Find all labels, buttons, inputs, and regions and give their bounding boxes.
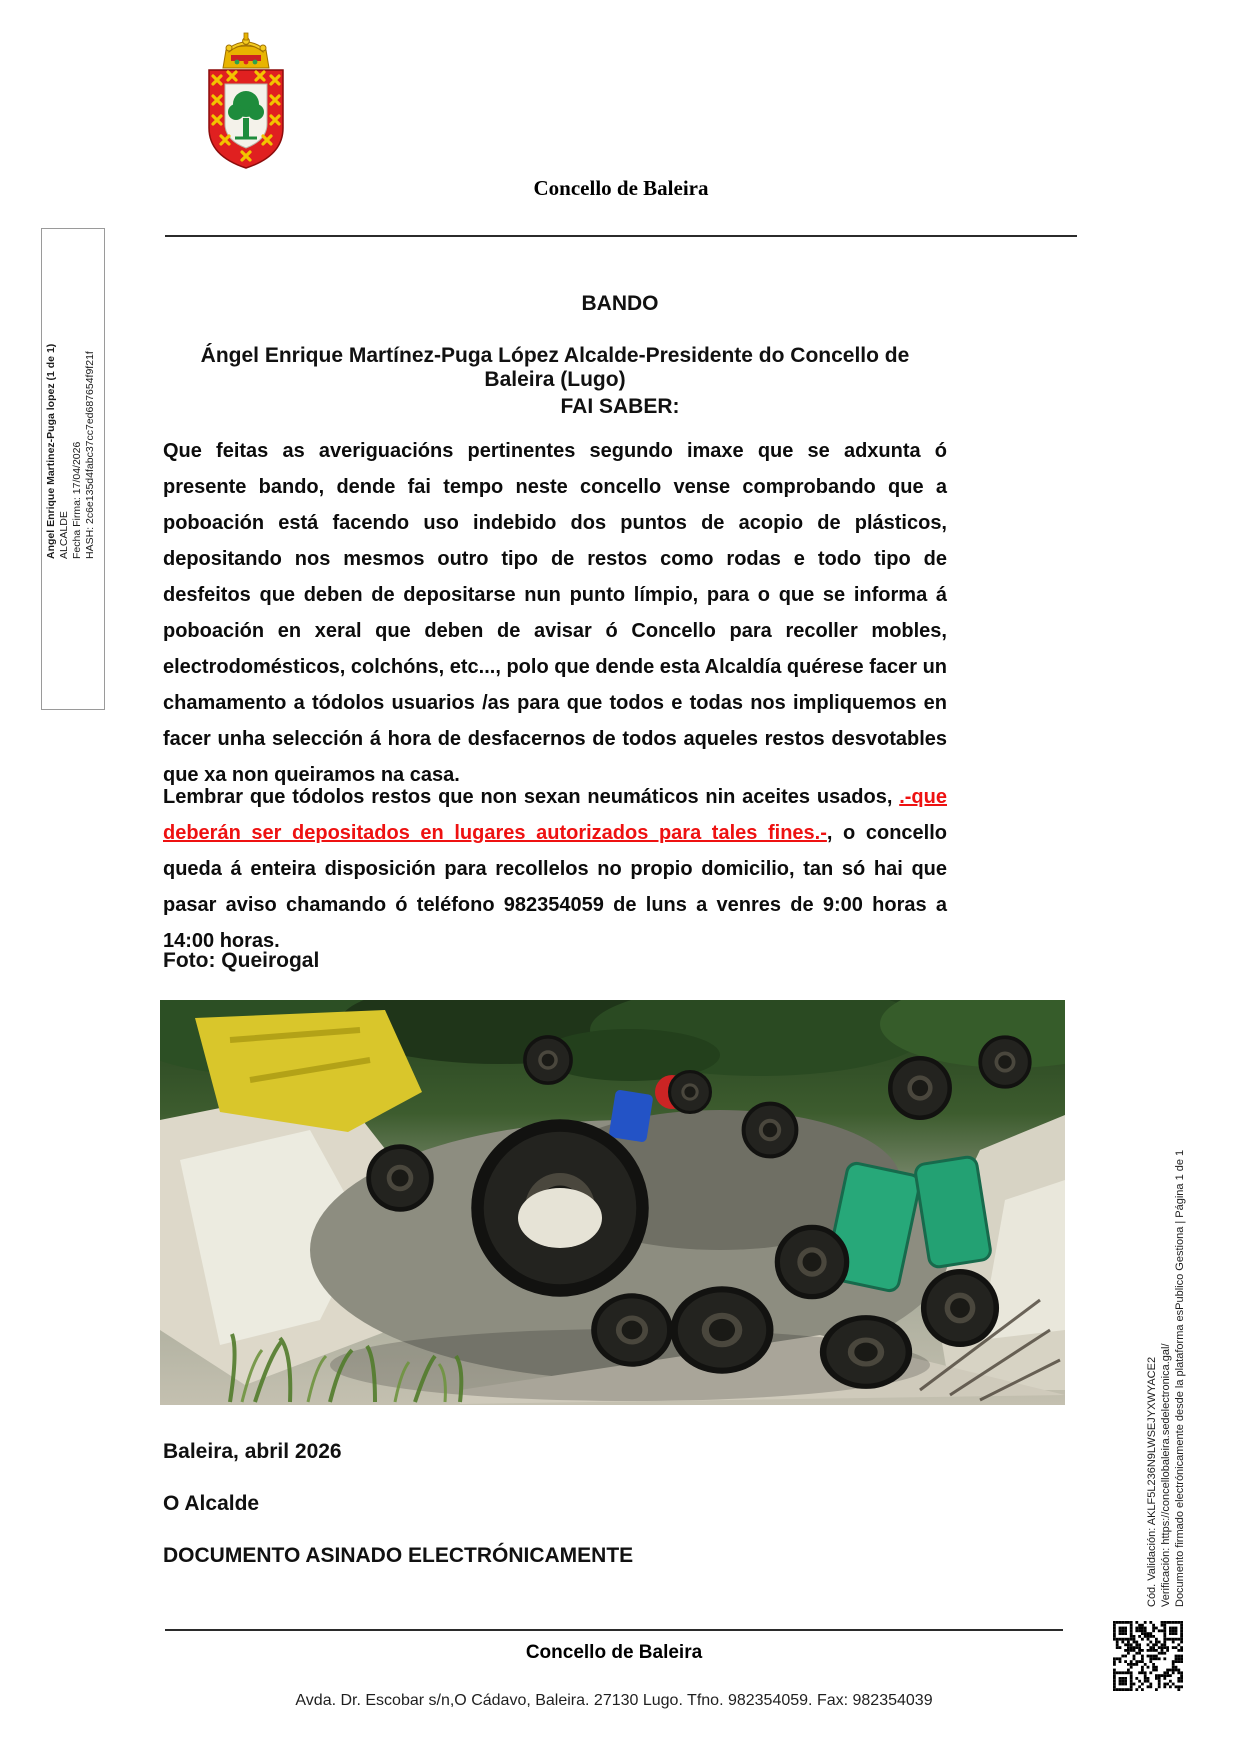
footer-address: Avda. Dr. Escobar s/n,O Cádavo, Baleira. 27130 Lugo. Tfno. 982354059. Fax: 982354039 <box>295 1692 933 1709</box>
fai-saber-heading: FAI SABER: <box>560 395 680 418</box>
signed-electronically-line: DOCUMENTO ASINADO ELECTRÓNICAMENTE <box>163 1544 634 1567</box>
signature-stamp-box <box>41 228 105 710</box>
qr-code <box>1113 1621 1183 1691</box>
validation-strip-text <box>1145 1015 1189 1607</box>
validation-code: Cód. Validación: AKLF5L236N9LWSEJYXWYACE2 <box>1146 1356 1158 1607</box>
signer-role-line: O Alcalde <box>163 1492 260 1515</box>
place-date-line: Baleira, abril 2026 <box>163 1440 342 1463</box>
verification-url: Verificación: https://concellobaleira.sedelectronica.gal/ <box>1160 1343 1172 1607</box>
footer-title: Concello de Baleira <box>525 1642 703 1663</box>
paragraph-2 <box>163 779 947 959</box>
header-rule <box>165 235 1077 237</box>
header-title: Concello de Baleira <box>533 176 709 200</box>
footer-rule <box>165 1629 1063 1631</box>
validation-strip <box>1145 1015 1189 1607</box>
paragraph-2-red-underlined: .-que deberán ser depositados en lugares autorizados para tales fines.- <box>163 786 947 844</box>
waste-dump-photo <box>160 1000 1065 1405</box>
photo-caption: Foto: Queirogal <box>163 949 320 972</box>
signature-stamp-text <box>45 229 99 559</box>
doc-title: BANDO <box>581 292 659 315</box>
signature-hash: HASH: 2c6e135d4fabc37cc7ed687654f9f21f <box>84 351 96 559</box>
author-line: Ángel Enrique Martínez-Puga López Alcalde-Presidente do Concello de Baleira (Lugo) <box>200 344 910 391</box>
signature-date: Fecha Firma: 17/04/2026 <box>71 441 83 559</box>
paragraph-1: Que feitas as averiguacións pertinentes segundo imaxe que se adxunta ó presente bando, dende fai tempo neste concello vense comprobando que a poboación está facendo uso indebido dos puntos de acopio de plásticos, depositando nos mesmos outro tipo de restos como rodas e todo tipo de desfeitos que deben de depositarse nun punto límpio, para o que se informa á poboación en xeral que deben de avisar ó Concello para recoller mobles, electrodomésticos, colchóns, etc..., polo que dende esta Alcaldía quérese facer un chamamento a tódolos usuarios /as para que todos e todas nos impliquemos en facer unha selección á hora de desfacernos de todos aqueles restos desvotables que xa non queiramos na casa. <box>163 440 947 786</box>
gestiona-page-note: Documento firmado electrónicamente desde la plataforma esPublico Gestiona | Página 1 de 1 <box>1174 1149 1186 1607</box>
signature-role: ALCALDE <box>58 511 70 559</box>
paragraph-2-pre: Lembrar que tódolos restos que non sexan neumáticos nin aceites usados, <box>163 786 900 808</box>
coat-of-arms-icon <box>205 28 287 170</box>
paragraph-2-post: , o concello queda á enteira disposición para recollelos no propio domicilio, tan só hai que pasar aviso chamando ó teléfono 982354059 de luns a venres de 9:00 horas a 14:00 horas. <box>163 822 947 952</box>
signature-name: Angel Enrique Martinez-Puga lopez (1 de 1) <box>45 343 57 559</box>
